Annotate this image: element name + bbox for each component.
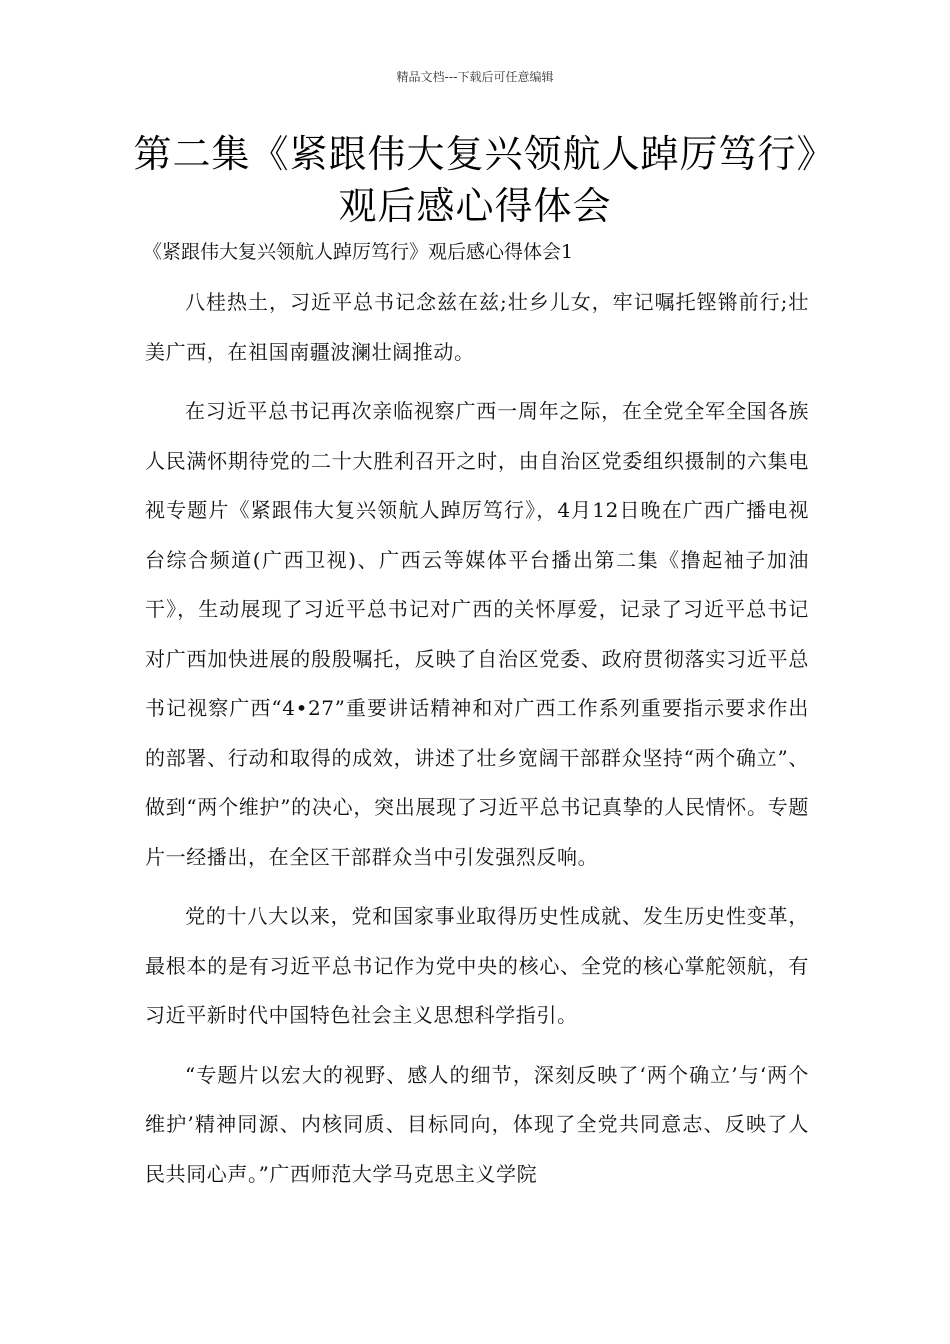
paragraph-2: 在习近平总书记再次亲临视察广西一周年之际，在全党全军全国各族人民满怀期待党的二十大胜利召开之时，由自治区党委组织摄制的六集电视专题片《紧跟伟大复兴领航人踔厉笃行》，4月12日晚在广西广播电视台综合频道(广西卫视)、广西云等媒体平台播出第二集《撸起袖子加油干》，生动展现了习近平总书记对广西的关怀厚爱，记录了习近平总书记对广西加快进展的殷殷嘱托，反映了自治区党委、政府贯彻落实习近平总书记视察广西“4•27”重要讲话精神和对广西工作系列重要指示要求作出的部署、行动和取得的成效，讲述了壮乡宽阔干部群众坚持“两个确立”、做到“两个维护”的决心，突出展现了习近平总书记真挚的人民情怀。专题片一经播出，在全区干部群众当中引发强烈反响。	[145, 399, 809, 869]
header-note: 精品文档---下载后可任意编辑	[396, 70, 554, 84]
document-subtitle: 《紧跟伟大复兴领航人踔厉笃行》观后感心得体会1	[143, 241, 574, 263]
document-title: 第二集《紧跟伟大复兴领航人踔厉笃行》观后感心得体会	[133, 132, 817, 228]
paragraph-1: 八桂热土，习近平总书记念兹在兹;壮乡儿女，牢记嘱托铿锵前行;壮美广西，在祖国南疆波澜壮阔推动。	[145, 290, 809, 364]
paragraph-3: 党的十八大以来，党和国家事业取得历史性成就、发生历史性变革，最根本的是有习近平总书记作为党中央的核心、全党的核心掌舵领航，有习近平新时代中国特色社会主义思想科学指引。	[145, 904, 809, 1027]
document-body	[145, 278, 809, 1209]
paragraph-4: “专题片以宏大的视野、感人的细节，深刻反映了‘两个确立’与‘两个维护’精神同源、内核同质、目标同向，体现了全党共同意志、反映了人民共同心声。”广西师范大学马克思主义学院	[145, 1062, 809, 1186]
